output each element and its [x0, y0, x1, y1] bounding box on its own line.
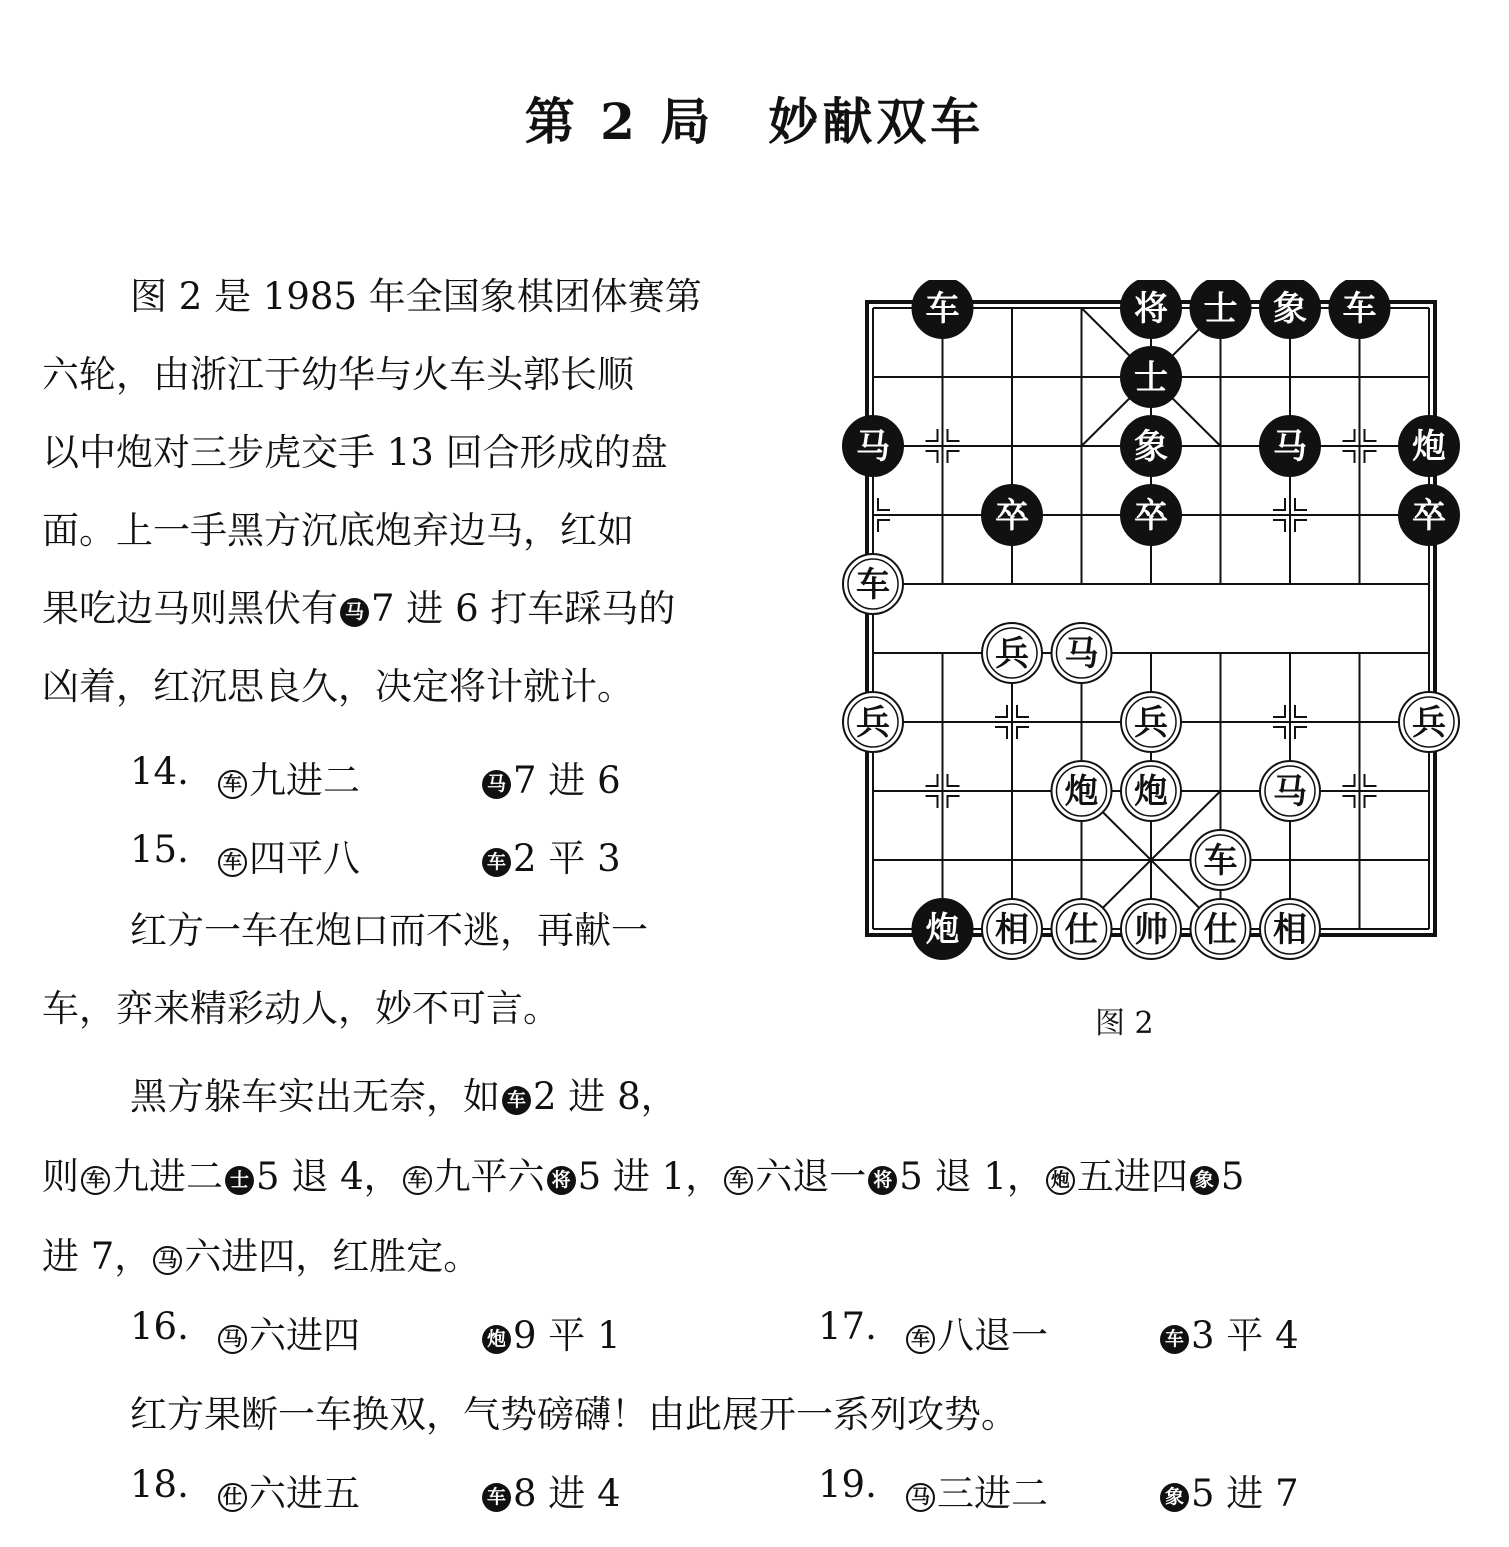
black-piece-icon: 象: [1190, 1166, 1219, 1195]
black-piece-icon: 将: [547, 1166, 576, 1195]
piece-label: 马: [1273, 427, 1307, 467]
comment-text: 进 7，: [42, 1235, 152, 1278]
position-mark: [1365, 774, 1377, 786]
position-mark: [926, 429, 938, 441]
black-move: [480, 750, 621, 804]
black-move-text: 3 平 4: [1191, 1314, 1299, 1357]
variation-line: [42, 1146, 1244, 1200]
position-mark: [1273, 727, 1285, 739]
comment-line: [42, 1226, 480, 1280]
move-number: 15.: [130, 828, 189, 871]
variation-text: 5: [1220, 1155, 1245, 1198]
intro-line: 凶着，红沉思良久，决定将计就计。: [42, 665, 634, 708]
piece-label: 帅: [1134, 910, 1168, 950]
piece-label: 士: [1203, 289, 1238, 329]
red-piece-icon: 车: [724, 1166, 753, 1195]
black-move: [480, 828, 621, 882]
move-number: 18.: [130, 1463, 189, 1506]
red-chariot-icon: 车: [218, 770, 247, 799]
position-mark: [1273, 520, 1285, 532]
page-title: 第 2 局 妙献双车: [524, 92, 985, 151]
move-number: 17.: [818, 1305, 877, 1348]
position-mark: [1295, 498, 1307, 510]
position-mark: [1017, 705, 1029, 717]
red-move: [904, 1305, 1048, 1359]
black-chariot-icon: 车: [482, 848, 511, 877]
piece-label: 车: [1342, 289, 1377, 329]
comment-line: 车，弈来精彩动人，妙不可言。: [42, 987, 560, 1030]
black-move: [1158, 1463, 1299, 1517]
red-horse-icon: 马: [153, 1246, 182, 1275]
black-horse-icon: 马: [482, 770, 511, 799]
red-move-text: 四平八: [249, 837, 360, 880]
piece-label: 卒: [1412, 496, 1446, 536]
piece-label: 卒: [1134, 496, 1168, 536]
variation-text: 5 退 4，: [256, 1155, 401, 1198]
piece-label: 兵: [856, 703, 890, 743]
intro-line-with-piece: [42, 570, 702, 648]
black-move: [1158, 1305, 1299, 1359]
position-mark: [1295, 520, 1307, 532]
position-mark: [1295, 727, 1307, 739]
piece-label: 炮: [1134, 772, 1168, 812]
position-mark: [948, 451, 960, 463]
piece-label: 炮: [925, 910, 960, 950]
variation-text: 五进四: [1076, 1155, 1188, 1198]
position-mark: [1365, 796, 1377, 808]
black-chariot-icon: 车: [1160, 1325, 1189, 1354]
red-horse-icon: 马: [906, 1483, 935, 1512]
black-move-text: 5 进 7: [1191, 1472, 1299, 1515]
position-mark: [1017, 727, 1029, 739]
intro-line: 面。上一手黑方沉底炮弃边马，红如: [42, 509, 634, 552]
red-chariot-icon: 车: [906, 1325, 935, 1354]
red-move: [216, 750, 360, 804]
position-mark: [878, 520, 890, 532]
red-move-text: 九进二: [249, 759, 360, 802]
black-piece-icon: 将: [868, 1166, 897, 1195]
position-mark: [926, 774, 938, 786]
black-move: [480, 1305, 621, 1359]
piece-label: 车: [856, 565, 890, 605]
variation-text: 九进二: [112, 1155, 223, 1198]
move-number: 19.: [818, 1463, 877, 1506]
red-move: [904, 1463, 1048, 1517]
piece-label: 仕: [1203, 910, 1238, 950]
comment-text: 2 进 8，: [533, 1075, 678, 1118]
red-move-text: 三进二: [937, 1472, 1048, 1515]
black-move-text: 2 平 3: [513, 837, 621, 880]
red-move-text: 六进五: [249, 1472, 360, 1515]
black-horse-icon: 马: [340, 598, 369, 627]
red-move: [216, 828, 360, 882]
red-move-text: 六进四: [249, 1314, 360, 1357]
xiangqi-board: [830, 280, 1470, 980]
comment-text: 六进四，红胜定。: [184, 1235, 481, 1278]
position-mark: [1365, 429, 1377, 441]
piece-label: 马: [1273, 772, 1307, 812]
position-mark: [948, 796, 960, 808]
red-move: [216, 1305, 360, 1359]
red-piece-icon: 车: [403, 1166, 432, 1195]
comment-line: 红方一车在炮口而不逃，再献一: [130, 909, 648, 952]
red-chariot-icon: 车: [218, 848, 247, 877]
piece-label: 象: [1134, 427, 1168, 467]
piece-label: 车: [925, 289, 960, 329]
variation-text: 则: [42, 1155, 79, 1198]
piece-label: 兵: [995, 634, 1029, 674]
intro-line-text: 7 进 6 打车踩马的: [371, 587, 676, 630]
piece-label: 兵: [1134, 703, 1168, 743]
piece-label: 卒: [995, 496, 1029, 536]
piece-label: 相: [1273, 910, 1307, 950]
xiangqi-board-figure: [830, 280, 1470, 980]
piece-label: 马: [856, 427, 890, 467]
piece-label: 相: [995, 910, 1029, 950]
intro-line-text: 果吃边马则黑伏有: [42, 587, 338, 630]
piece-label: 炮: [1064, 772, 1099, 812]
piece-label: 炮: [1412, 427, 1446, 467]
position-mark: [995, 705, 1007, 717]
red-advisor-icon: 仕: [218, 1483, 247, 1512]
move-number: 14.: [130, 750, 189, 793]
red-piece-icon: 车: [81, 1166, 110, 1195]
position-mark: [1295, 705, 1307, 717]
comment-line: 红方果断一车换双，气势磅礴！由此展开一系列攻势。: [130, 1393, 1018, 1436]
position-mark: [1343, 774, 1355, 786]
position-mark: [926, 451, 938, 463]
piece-label: 马: [1064, 634, 1099, 674]
intro-line: 以中炮对三步虎交手 13 回合形成的盘: [42, 431, 668, 474]
position-mark: [995, 727, 1007, 739]
variation-text: 九平六: [433, 1155, 545, 1198]
piece-label: 车: [1203, 841, 1238, 881]
variation-text: 5 进 1，: [577, 1155, 723, 1198]
position-mark: [1273, 705, 1285, 717]
red-move-text: 八退一: [937, 1314, 1048, 1357]
position-mark: [878, 498, 890, 510]
intro-line: 六轮，由浙江于幼华与火车头郭长顺: [42, 353, 634, 396]
piece-label: 仕: [1064, 910, 1099, 950]
red-piece-icon: 炮: [1046, 1166, 1075, 1195]
black-move-text: 8 进 4: [513, 1472, 621, 1515]
black-move-text: 9 平 1: [513, 1314, 621, 1357]
black-piece-icon: 士: [225, 1166, 254, 1195]
red-horse-icon: 马: [218, 1325, 247, 1354]
black-cannon-icon: 炮: [482, 1325, 511, 1354]
position-mark: [948, 774, 960, 786]
figure-caption: 图 2: [1095, 1006, 1154, 1041]
comment-line: [130, 1066, 678, 1120]
black-move: [480, 1463, 621, 1517]
move-number: 16.: [130, 1305, 189, 1348]
position-mark: [948, 429, 960, 441]
black-chariot-icon: 车: [502, 1086, 531, 1115]
piece-label: 将: [1134, 289, 1168, 329]
piece-label: 兵: [1412, 703, 1446, 743]
comment-text: 黑方躲车实出无奈，如: [130, 1075, 500, 1118]
variation-text: 5 退 1，: [899, 1155, 1044, 1198]
position-mark: [926, 796, 938, 808]
position-mark: [1343, 796, 1355, 808]
piece-label: 象: [1273, 289, 1307, 329]
variation-text: 六退一: [755, 1155, 867, 1198]
piece-label: 士: [1134, 358, 1168, 398]
black-elephant-icon: 象: [1160, 1483, 1189, 1512]
position-mark: [1343, 451, 1355, 463]
position-mark: [1365, 451, 1377, 463]
comment-paragraph: [42, 892, 648, 1048]
position-mark: [1343, 429, 1355, 441]
black-chariot-icon: 车: [482, 1483, 511, 1512]
position-mark: [1273, 498, 1285, 510]
red-move: [216, 1463, 360, 1517]
intro-paragraph: [42, 258, 702, 726]
intro-line: 图 2 是 1985 年全国象棋团体赛第: [130, 275, 702, 318]
black-move-text: 7 进 6: [513, 759, 621, 802]
